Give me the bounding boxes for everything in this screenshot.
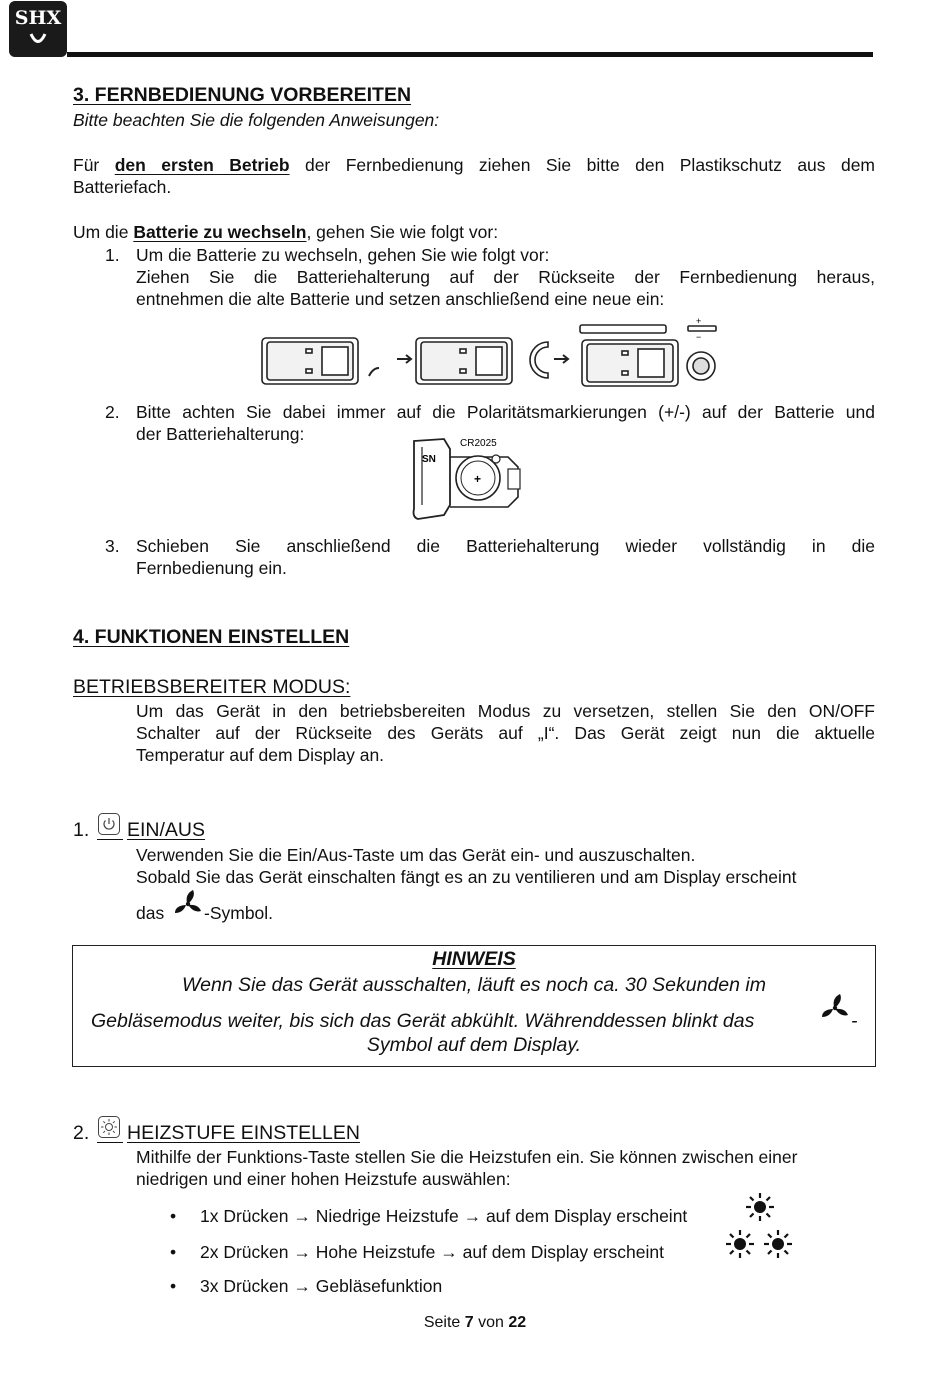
header-rule xyxy=(67,52,873,57)
step2-number: 2. xyxy=(105,402,120,422)
power-icon xyxy=(97,812,121,836)
footer-page-number: 7 xyxy=(464,1314,474,1331)
mode-line: Schalter auf der Rückseite des Geräts auf „I“. Das Gerät zeigt nun die aktuelle xyxy=(136,723,875,743)
item2-number: 2. xyxy=(73,1122,90,1144)
footer-page-total: 22 xyxy=(508,1314,527,1331)
heat-icon xyxy=(763,1229,793,1259)
section3-subtitle: Bitte beachten Sie die folgenden Anweisungen: xyxy=(73,110,440,130)
sun-icon xyxy=(97,1115,121,1139)
change-pre: Um die xyxy=(73,222,129,242)
logo-icon xyxy=(9,1,67,57)
first-use-post: der Fernbedienung ziehen Sie bitte den Plastikschutz aus dem xyxy=(304,155,876,175)
step3-line: Fernbedienung ein. xyxy=(136,558,287,578)
item2-title: HEIZSTUFE EINSTELLEN xyxy=(127,1122,360,1144)
item1-line: Verwenden Sie die Ein/Aus-Taste um das Gerät ein- und auszuschalten. xyxy=(136,845,696,865)
page-footer xyxy=(0,1314,950,1332)
logo xyxy=(9,1,67,57)
battery-type-label: CR2025 xyxy=(460,438,497,449)
first-use-paragraph xyxy=(73,154,875,198)
bullet-item: 1x Drücken → Niedrige Heizstufe → auf dem Display erscheint xyxy=(200,1206,688,1226)
first-use-line2: Batteriefach. xyxy=(73,177,172,197)
step2-line: Bitte achten Sie dabei immer auf die Polaritätsmarkierungen (+/-) auf der Batterie und xyxy=(136,402,875,422)
remote-back-image xyxy=(580,325,678,386)
item1-paragraph xyxy=(136,844,875,888)
arrow-icon xyxy=(554,355,568,363)
item1-number: 1. xyxy=(73,819,90,841)
item1-line3-post: -Symbol. xyxy=(204,903,274,923)
battery-polarity-diagram xyxy=(410,433,530,521)
logo-text: SHX xyxy=(14,7,62,29)
remote-closed-image xyxy=(262,338,358,384)
item2-line: niedrigen und einer hohen Heizstufe auswählen: xyxy=(136,1169,511,1189)
bullet-dot: • xyxy=(170,1276,177,1296)
hinweis-line: Symbol auf dem Display. xyxy=(366,1034,582,1056)
change-post: , gehen Sie wie folgt vor: xyxy=(306,222,499,242)
arrow-icon xyxy=(369,368,379,376)
first-use-bold: den ersten Betrieb xyxy=(114,155,290,175)
bullet-dot: • xyxy=(170,1206,177,1226)
hinweis-title: HINWEIS xyxy=(432,948,516,970)
diagram-plus-label: + xyxy=(696,316,702,326)
step1-line: entnehmen die alte Batterie und setzen anschließend eine neue ein: xyxy=(136,289,665,309)
coin-battery-image xyxy=(687,326,716,380)
first-use-pre: Für xyxy=(73,155,100,175)
item2-underline xyxy=(97,1142,123,1143)
step1-line: Um die Batterie zu wechseln, gehen Sie wie folgt vor: xyxy=(136,245,550,265)
fan-icon xyxy=(819,993,851,1023)
heat-icon xyxy=(725,1229,755,1259)
diagram-minus-label: − xyxy=(696,332,702,342)
hinweis-line: Wenn Sie das Gerät ausschalten, läuft es noch ca. 30 Sekunden im xyxy=(182,974,766,996)
plus-label: + xyxy=(474,472,482,486)
footer-mid: von xyxy=(478,1314,504,1331)
battery-change-diagram xyxy=(258,316,728,392)
step3-line: Schieben Sie anschließend die Batteriehalterung wieder vollständig in die xyxy=(136,536,875,556)
step1-line: Ziehen Sie die Batteriehalterung auf der Rückseite der Fernbedienung heraus, xyxy=(136,267,875,287)
heat-icon xyxy=(745,1192,775,1222)
step1-number: 1. xyxy=(105,245,120,265)
step3-text xyxy=(136,535,875,579)
mode-line: Temperatur auf dem Display an. xyxy=(136,745,385,765)
battery-holder-image xyxy=(530,342,548,378)
mode-line: Um das Gerät in den betriebsbereiten Modus zu versetzen, stellen Sie den ON/OFF xyxy=(136,701,875,721)
bullet-item: 2x Drücken → Hohe Heizstufe → auf dem Display erscheint xyxy=(200,1242,664,1262)
mode-paragraph xyxy=(136,700,875,766)
change-battery-line xyxy=(73,221,498,243)
item1-line3 xyxy=(136,902,164,924)
step1-text xyxy=(136,244,875,310)
section4-title: 4. FUNKTIONEN EINSTELLEN xyxy=(73,626,350,648)
step2-line: der Batteriehalterung: xyxy=(136,424,305,444)
arrow-icon xyxy=(397,355,411,363)
mode-title: BETRIEBSBEREITER MODUS: xyxy=(73,676,351,698)
footer-pre: Seite xyxy=(423,1314,461,1331)
hinweis-box xyxy=(72,945,876,1067)
bullet-item: 3x Drücken → Gebläsefunktion xyxy=(200,1276,443,1296)
change-bold: Batterie zu wechseln xyxy=(133,222,307,242)
item1-line: Sobald Sie das Gerät einschalten fängt es an zu ventilieren und am Display erscheint xyxy=(136,867,797,887)
item1-line3-pre: das xyxy=(136,903,165,923)
item2-line: Mithilfe der Funktions-Taste stellen Sie die Heizstufen ein. Sie können zwischen einer xyxy=(136,1147,798,1167)
hinweis-line: Gebläsemodus weiter, bis sich das Gerät abkühlt. Währenddessen blinkt das xyxy=(91,1010,755,1032)
remote-open-image xyxy=(416,338,512,384)
bullet-dot: • xyxy=(170,1242,177,1262)
item2-paragraph xyxy=(136,1146,875,1190)
step3-number: 3. xyxy=(105,536,120,556)
fan-icon xyxy=(172,889,204,919)
sn-label: SN xyxy=(422,454,436,465)
section3-title: 3. FERNBEDIENUNG VORBEREITEN xyxy=(73,84,412,106)
item1-title: EIN/AUS xyxy=(127,819,206,841)
item1-underline xyxy=(97,839,123,840)
hinweis-dash: - xyxy=(851,1010,858,1032)
